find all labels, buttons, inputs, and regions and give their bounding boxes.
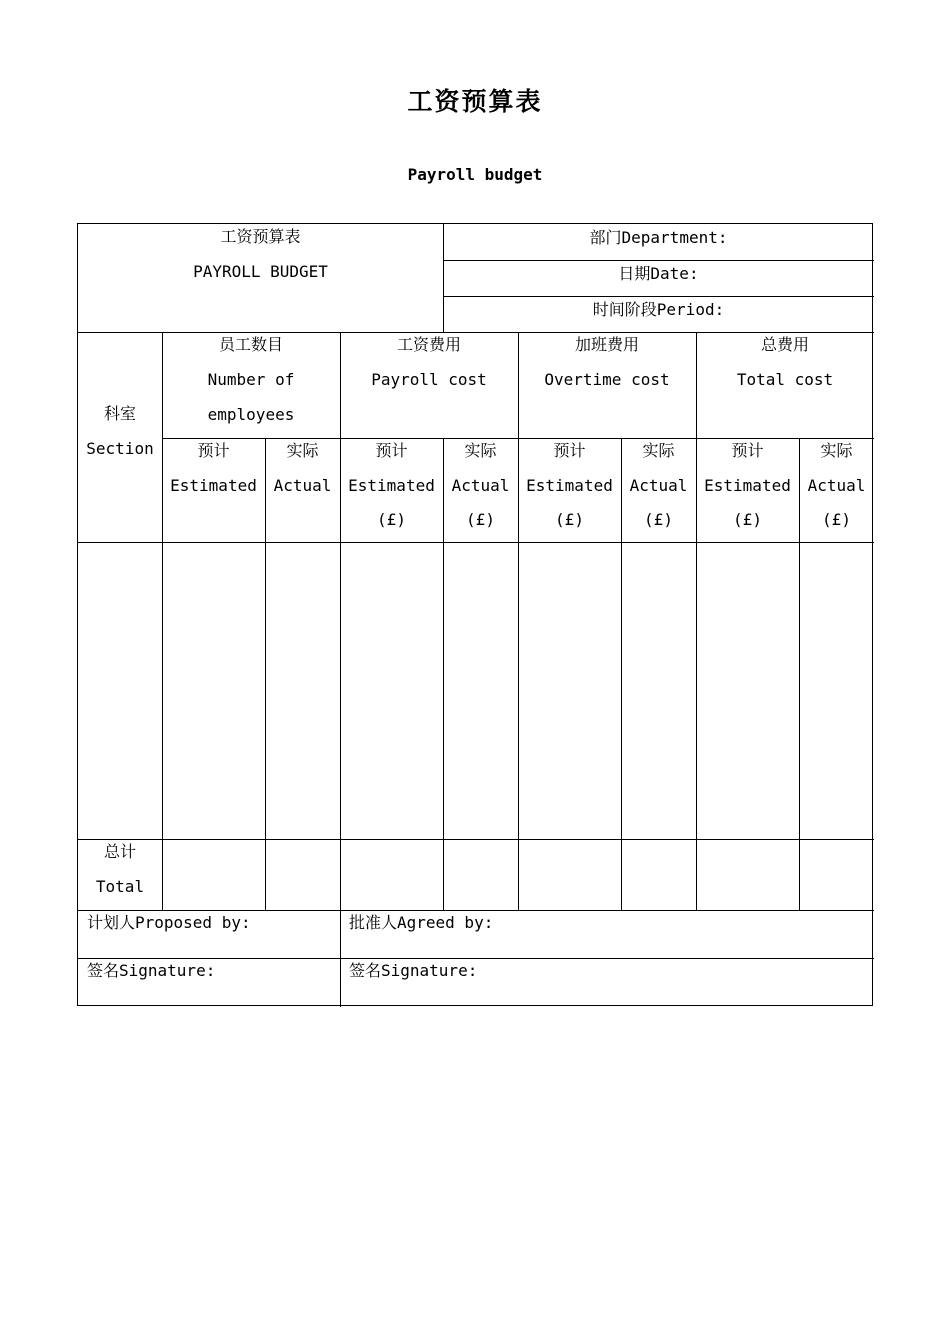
sub-currency: (£): [644, 510, 673, 529]
signature-right-field[interactable]: 签名Signature:: [349, 961, 478, 980]
sub-currency: (£): [555, 510, 584, 529]
sub-estimated-cn: 预计: [197, 441, 230, 460]
sub-actual-en: Actual: [451, 476, 510, 495]
sub-estimated-en: Estimated: [526, 476, 613, 495]
sub-actual-cn: 实际: [820, 441, 853, 460]
sub-actual-cn: 实际: [286, 441, 319, 460]
sub-currency: (£): [733, 510, 762, 529]
group-employees-en2: employees: [207, 405, 295, 424]
sub-actual-en: Actual: [273, 476, 332, 495]
sub-currency: (£): [466, 510, 495, 529]
sub-estimated-cn: 预计: [731, 441, 764, 460]
page-title: 工资预算表: [407, 87, 543, 116]
sub-estimated-en: Estimated: [348, 476, 435, 495]
group-overtime-en: Overtime cost: [544, 370, 670, 389]
data-entry-area[interactable]: [78, 543, 874, 839]
group-total-en: Total cost: [736, 370, 834, 389]
header-bottom-line: [78, 332, 874, 333]
sub-actual-en: Actual: [807, 476, 866, 495]
sub-actual-en: Actual: [629, 476, 688, 495]
form-name-cn: 工资预算表: [220, 227, 301, 246]
section-header-cn: 科室: [103, 404, 136, 423]
total-row-en: Total: [95, 877, 145, 896]
group-total-cn: 总费用: [760, 335, 809, 354]
page-subtitle: Payroll budget: [407, 165, 543, 184]
sub-currency: (£): [822, 510, 851, 529]
form-name-en: PAYROLL BUDGET: [193, 262, 328, 281]
department-field[interactable]: 部门Department:: [589, 228, 728, 247]
group-payroll-en: Payroll cost: [371, 370, 487, 389]
sub-estimated-cn: 预计: [553, 441, 586, 460]
agreed-by-field[interactable]: 批准人Agreed by:: [349, 913, 494, 932]
payroll-form-table: [77, 223, 873, 1006]
total-row-cn: 总计: [103, 842, 136, 861]
sub-currency: (£): [377, 510, 406, 529]
group-employees-en1: Number of: [207, 370, 295, 389]
period-field[interactable]: 时间阶段Period:: [592, 300, 725, 319]
sub-estimated-cn: 预计: [375, 441, 408, 460]
total-bottom-line: [78, 910, 874, 911]
body-bottom-line: [78, 839, 874, 840]
date-field[interactable]: 日期Date:: [618, 264, 699, 283]
footer-divider: [78, 958, 874, 959]
sub-estimated-en: Estimated: [704, 476, 791, 495]
header-divider-1: [443, 260, 874, 261]
sub-actual-cn: 实际: [642, 441, 675, 460]
group-employees-cn: 员工数目: [218, 335, 283, 354]
signature-left-field[interactable]: 签名Signature:: [87, 961, 216, 980]
sub-actual-cn: 实际: [464, 441, 497, 460]
proposed-by-field[interactable]: 计划人Proposed by:: [87, 913, 251, 932]
group-overtime-cn: 加班费用: [574, 335, 639, 354]
section-header-en: Section: [86, 439, 154, 458]
header-divider-2: [443, 296, 874, 297]
sub-estimated-en: Estimated: [170, 476, 257, 495]
group-payroll-cn: 工资费用: [396, 335, 461, 354]
